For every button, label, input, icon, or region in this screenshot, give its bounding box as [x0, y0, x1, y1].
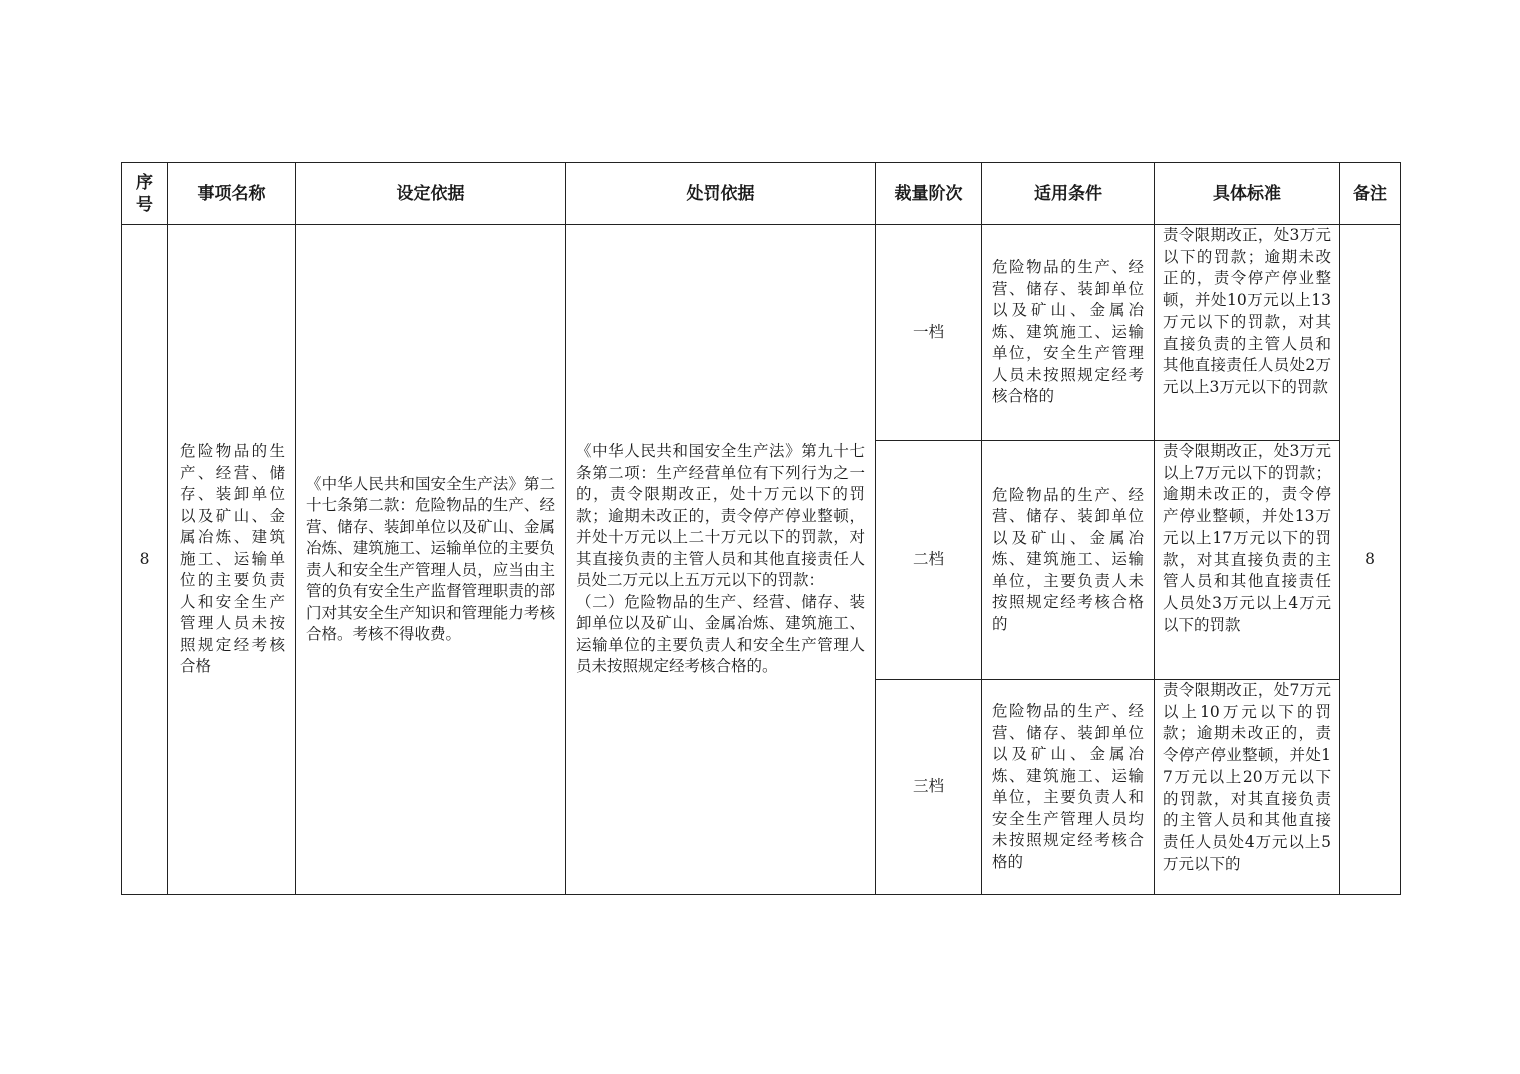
header-remark: 备注: [1340, 163, 1401, 225]
cell-condition-1: 危险物品的生产、经营、储存、装卸单位以及矿山、金属冶炼、建筑施工、运输单位，安全生产管理人员未按照规定经考核合格的: [982, 225, 1155, 441]
header-discretion-tier: 裁量阶次: [876, 163, 982, 225]
table-row: [122, 225, 1401, 441]
cell-tier-1: 一档: [876, 225, 982, 441]
cell-standard-2: 责令限期改正，处3万元以上7万元以下的罚款；逾期未改正的，责令停产停业整顿，并处13万元以上17万元以下的罚款，对其直接负责的主管人员和其他直接责任人员处3万元以上4万元以下的罚款: [1155, 441, 1340, 680]
cell-standard-3: 责令限期改正，处7万元以上10万元以下的罚款；逾期未改正的，责令停产停业整顿，并处17万元以上20万元以下的罚款，对其直接负责的主管人员和其他直接责任人员处4万元以上5万元以下的: [1155, 680, 1340, 895]
cell-standard-1: 责令限期改正，处3万元以下的罚款；逾期未改正的，责令停产停业整顿，并处10万元以上13万元以下的罚款，对其直接负责的主管人员和其他直接责任人员处2万元以上3万元以下的罚款: [1155, 225, 1340, 441]
header-setting-basis: 设定依据: [296, 163, 566, 225]
header-specific-standard: 具体标准: [1155, 163, 1340, 225]
cell-tier-2: 二档: [876, 441, 982, 680]
penalty-standard-table: [121, 162, 1401, 895]
cell-condition-2: 危险物品的生产、经营、储存、装卸单位以及矿山、金属冶炼、建筑施工、运输单位，主要负责人未按照规定经考核合格的: [982, 441, 1155, 680]
table-header-row: [122, 163, 1401, 225]
header-item-name: 事项名称: [168, 163, 296, 225]
cell-setting-basis: 《中华人民共和国安全生产法》第二十七条第二款：危险物品的生产、经营、储存、装卸单位以及矿山、金属冶炼、建筑施工、运输单位的主要负责人和安全生产管理人员，应当由主管的负有安全生产监督管理职责的部门对其安全生产知识和管理能力考核合格。考核不得收费。: [296, 225, 566, 895]
header-seq: 序号: [122, 163, 168, 225]
cell-item-name: 危险物品的生产、经营、储存、装卸单位以及矿山、金属冶炼、建筑施工、运输单位的主要负责人和安全生产管理人员未按照规定经考核合格: [168, 225, 296, 895]
header-applicable-condition: 适用条件: [982, 163, 1155, 225]
cell-condition-3: 危险物品的生产、经营、储存、装卸单位以及矿山、金属冶炼、建筑施工、运输单位，主要负责人和安全生产管理人员均未按照规定经考核合格的: [982, 680, 1155, 895]
cell-seq: 8: [122, 225, 168, 895]
cell-penalty-basis: 《中华人民共和国安全生产法》第九十七条第二项：生产经营单位有下列行为之一的，责令限期改正，处十万元以下的罚款；逾期未改正的，责令停产停业整顿，并处十万元以上二十万元以下的罚款，对其直接负责的主管人员和其他直接责任人员处二万元以上五万元以下的罚款： （二）危险物品的生产、经营、储存、装卸单位以及矿山、金属冶炼、建筑施工、运输单位的主要负责人和安全生产管理人员未按照规定经考核合格的。: [566, 225, 876, 895]
header-penalty-basis: 处罚依据: [566, 163, 876, 225]
cell-remark: 8: [1340, 225, 1401, 895]
cell-tier-3: 三档: [876, 680, 982, 895]
